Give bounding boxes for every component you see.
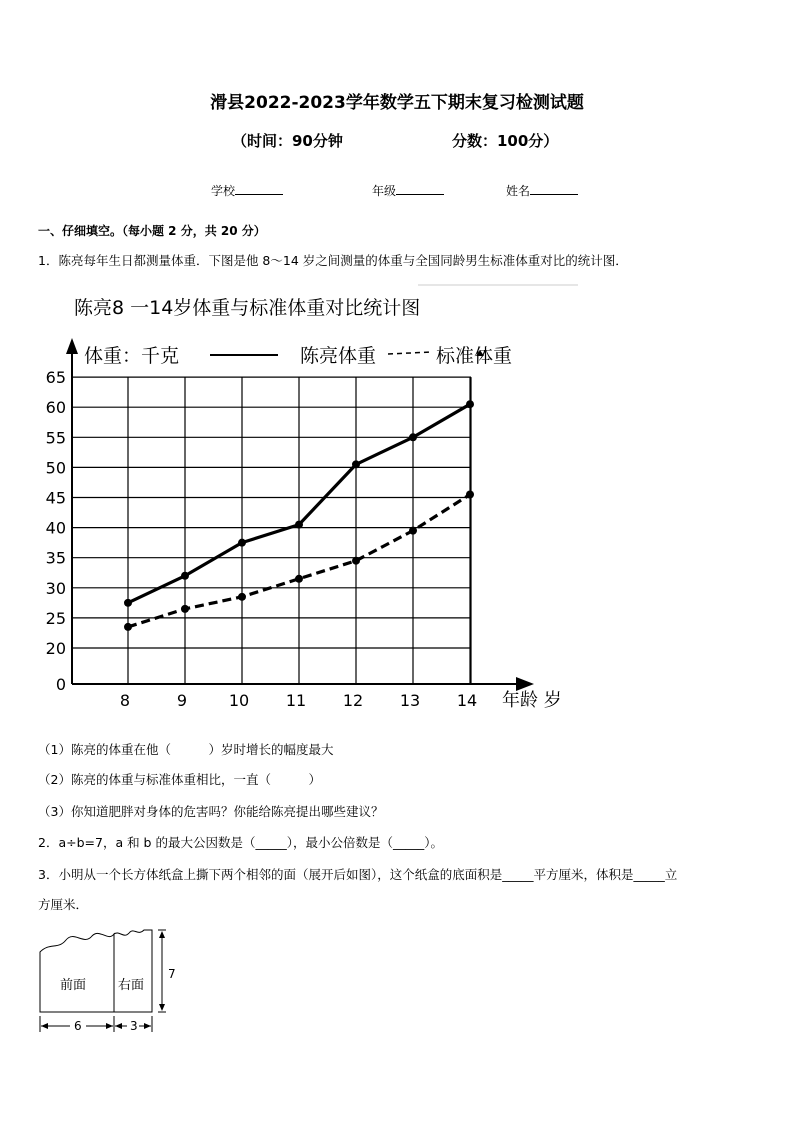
right-face-label: 右面 — [118, 978, 145, 993]
data-point — [238, 539, 246, 547]
x-tick-label: 9 — [176, 691, 188, 710]
question-1-part-2: （2）陈亮的体重与标准体重相比，一直（ ） — [38, 772, 321, 787]
x-tick-label: 8 — [119, 691, 131, 710]
data-point — [409, 433, 417, 441]
y-tick-label: 45 — [45, 488, 66, 508]
data-point — [409, 527, 417, 535]
section-heading: 一、仔细填空。（每小题 2 分，共 20 分） — [38, 224, 266, 238]
y-tick-label: 65 — [45, 368, 66, 388]
x-tick-label: 13 — [399, 691, 421, 710]
y-tick-label: 0 — [55, 675, 66, 694]
right-width-dimension: 3 — [130, 1019, 138, 1033]
data-point — [181, 605, 189, 613]
x-tick-label: 10 — [228, 691, 250, 710]
grade-field — [372, 182, 444, 199]
name-label: 姓名 — [506, 184, 531, 198]
exam-time: （时间：90分钟 — [232, 132, 343, 150]
data-point — [352, 557, 360, 565]
page-title: 滑县2022-2023学年数学五下期末复习检测试题 — [210, 93, 584, 113]
y-axis-arrow — [66, 338, 78, 354]
data-point — [124, 623, 132, 631]
x-axis-arrow — [516, 677, 534, 691]
data-point — [124, 599, 132, 607]
legend-series-2: 标准体重 — [436, 345, 513, 367]
name-blank — [530, 182, 578, 195]
y-tick-label: 25 — [45, 608, 66, 628]
front-width-dimension: 6 — [74, 1019, 82, 1033]
y-tick-label: 50 — [45, 458, 66, 478]
exam-score: 分数：100分） — [452, 132, 559, 150]
data-point — [352, 460, 360, 468]
grade-blank — [396, 182, 444, 195]
height-dimension: 7 — [168, 967, 176, 981]
front-face — [40, 933, 114, 1012]
x-tick-label: 14 — [456, 691, 478, 710]
data-point — [295, 575, 303, 583]
school-field — [211, 182, 283, 199]
x-tick-label: 11 — [285, 691, 307, 710]
y-tick-label: 55 — [45, 428, 66, 448]
data-point — [466, 400, 474, 408]
question-1-stem: 1．陈亮每年生日都测量体重．下图是他 8～14 岁之间测量的体重与全国同龄男生标准体重对比的统计图． — [38, 253, 628, 268]
school-label: 学校 — [211, 184, 236, 198]
grade-label: 年级 — [372, 184, 397, 198]
question-1-part-3: （3）你知道肥胖对身体的危害吗？你能给陈亮提出哪些建议？ — [38, 804, 384, 819]
question-2-stem: 2．a÷b=7，a 和 b 的最大公因数是（_____），最小公倍数是（_____）。 — [38, 835, 443, 850]
y-tick-label: 40 — [45, 518, 66, 538]
question-1-part-1: （1）陈亮的体重在他（ ）岁时增长的幅度最大 — [38, 742, 334, 757]
data-point — [295, 521, 303, 529]
y-tick-label: 60 — [45, 398, 66, 418]
box-net-figure — [34, 922, 184, 1040]
x-axis-label: 年龄 岁 — [502, 690, 562, 711]
legend-dashed-swatch — [388, 352, 432, 354]
question-3-stem-line1: 3．小明从一个长方体纸盒上撕下两个相邻的面（展开后如图），这个纸盒的底面积是_____平方厘米，体积是_____立 — [38, 867, 678, 882]
name-field — [506, 182, 578, 199]
legend-series-1: 陈亮体重 — [300, 345, 377, 367]
right-face — [114, 930, 152, 1012]
question-3-stem-line2: 方厘米． — [38, 897, 89, 912]
x-tick-label: 12 — [342, 691, 364, 710]
weight-comparison-chart — [38, 282, 578, 722]
y-axis-label: 体重：千克 — [84, 345, 180, 367]
chart-title: 陈亮8 一14岁体重与标准体重对比统计图 — [74, 297, 421, 319]
data-point — [181, 572, 189, 580]
data-point — [238, 593, 246, 601]
front-face-label: 前面 — [60, 978, 87, 993]
y-tick-label: 35 — [45, 548, 66, 568]
data-point — [466, 490, 474, 498]
school-blank — [235, 182, 283, 195]
y-tick-label: 30 — [45, 578, 66, 598]
y-tick-label: 20 — [45, 639, 66, 658]
